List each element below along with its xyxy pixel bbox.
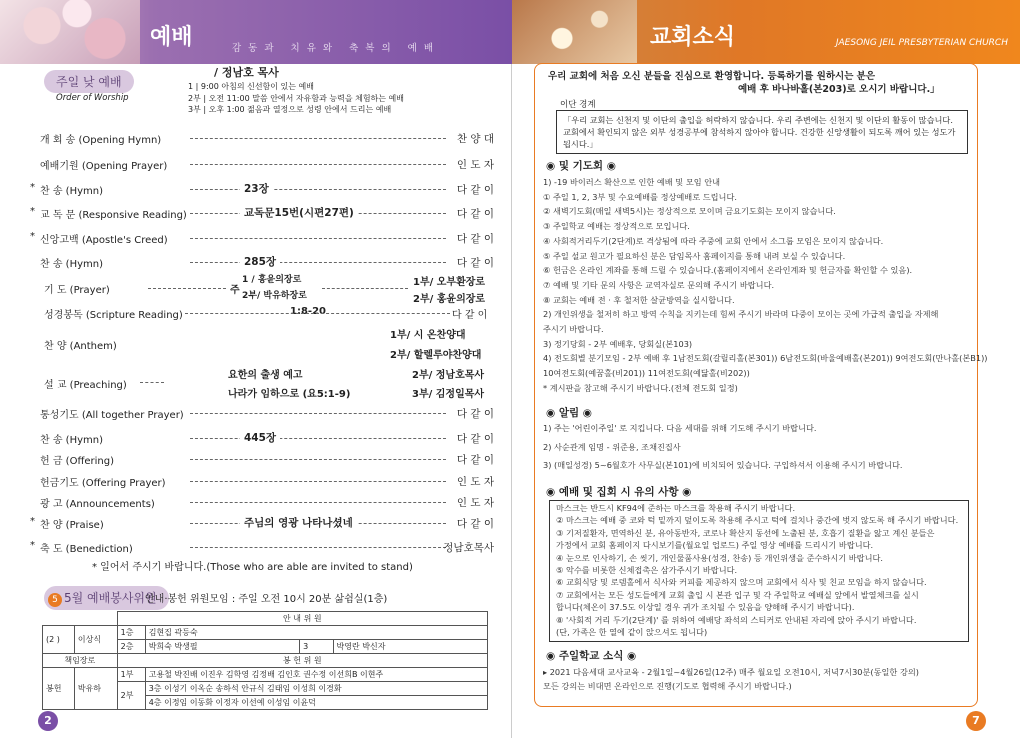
volunteer-meeting: 안내·봉헌 위원모임 : 주일 오전 10시 20분 삶쉼실(1층) — [145, 594, 388, 605]
leader-dots — [190, 495, 446, 503]
floor-1: 1층 — [117, 626, 145, 640]
leader-dots — [190, 131, 446, 139]
scripture-leader: 다 같 이 — [452, 310, 488, 321]
floor-3: 3 — [300, 640, 333, 654]
news-line: 3) 정기당회 - 2부 예배후, 당회실(본103) — [543, 338, 693, 349]
offer-2a-names: 이성기 이옥순 송하석 안규식 김태임 이성희 이경화 — [164, 684, 342, 693]
guide-col-a: (2 ) — [43, 626, 75, 654]
page-number-right: 7 — [966, 711, 986, 731]
order-item-leader: 다 같 이 — [456, 184, 494, 196]
news-line: ② 새벽기도회(매일 새벽5시)는 정상적으로 모이며 금요기도회는 모이지 않습니다. — [543, 206, 836, 217]
news-line: 10여전도회(예꿈홀(비201)) 11여전도회(예닮홀(비202)) — [543, 368, 750, 379]
floor-3-label: 3층 — [148, 684, 162, 693]
page-number-left: 2 — [38, 711, 58, 731]
month-badge: 5 — [48, 593, 62, 607]
volunteer-pill-label: 5월 예배봉사위원 — [64, 591, 157, 605]
news-line: ⑥ 헌금은 온라인 계좌를 통해 드릴 수 있습니다.(홈페이지에서 온라인계좌 및 헌금자를 확인할 수 있음). — [543, 265, 913, 276]
order-item-label: 축 도 (Benediction) — [40, 544, 133, 555]
order-item — [30, 182, 494, 198]
news-line: ③ 주일학교 예배는 정상적으로 모입니다. — [543, 221, 690, 232]
stand-marker: * — [30, 540, 35, 551]
section-school-title: ◉ 주일학교 소식 ◉ — [546, 650, 637, 662]
order-item-leader: 다 같 이 — [456, 454, 494, 466]
leader-dots — [190, 182, 446, 190]
news-line: 1) -19 바이러스 확산으로 인한 예배 및 모임 안내 — [543, 177, 721, 187]
news-line: 모든 강의는 비대면 온라인으로 진행(기도로 협력해 주시기 바랍니다.) — [543, 681, 792, 691]
order-item-content: 445장 — [240, 430, 280, 445]
news-line: ⑦ 예배 및 기타 문의 사항은 교역자실로 문의해 주시기 바랍니다. — [543, 279, 775, 290]
order-item — [30, 206, 494, 222]
guide-leader: 이상식 — [74, 626, 117, 654]
order-item-label: 교 독 문 (Responsive Reading) — [40, 210, 187, 221]
order-item-leader: 다 같 이 — [456, 257, 494, 269]
stand-marker: * — [30, 516, 35, 527]
warning-title: 이단 경계 — [560, 100, 596, 110]
section-notice-title: ◉ 알림 ◉ — [546, 407, 592, 419]
offer-label: 봉헌 — [43, 668, 75, 710]
news-line: ③ 기저질환자, 면역하신 분, 유아동반자, 코로나 확산지 동선에 노출된 분, 호흡기 질환을 앓고 계신 분들은 — [556, 527, 935, 538]
order-item-label: 예배기원 (Opening Prayer) — [40, 161, 168, 172]
offer-1-names: 고용철 박진배 이진우 김학영 김정배 김인호 권수정 이선희B 이현주 — [145, 668, 487, 682]
news-line: ⑤ 악수를 비롯한 신체접촉은 삼가주시기 바랍니다. — [556, 565, 738, 575]
service-2: 2부 — [117, 682, 145, 710]
order-item-leader: 다 같 이 — [456, 518, 494, 530]
order-item-leader: 다 같 이 — [456, 208, 494, 220]
order-item — [40, 255, 494, 271]
preacher: / 정남호 목사 — [214, 66, 279, 79]
leader-dots — [190, 157, 446, 165]
worship-pill: 주일 낮 예배 — [44, 70, 134, 93]
news-line: 마스크는 반드시 KF94에 준하는 마스크를 착용해 주시기 바랍니다. — [556, 503, 796, 513]
service-1: 1부 — [117, 668, 145, 682]
leader-dots — [190, 231, 446, 239]
guide-header: 안 내 위 원 — [117, 612, 487, 626]
news-line: ② 마스크는 예배 중 코와 턱 밑까지 덮이도록 착용해 주시고 턱에 걸치나 중간에 벗지 않도록 해 주시기 바랍니다. — [556, 515, 959, 526]
order-item-label: 찬 송 (Hymn) — [40, 259, 103, 270]
leader-dots — [190, 540, 446, 548]
elder-label: 책임장로 — [43, 654, 118, 668]
order-item-leader: 정남호목사 — [443, 542, 494, 554]
service-times — [188, 81, 404, 116]
news-line: 1) 주는 '어린이주일' 로 지킵니다. 다음 세대를 위해 기도해 주시기 바랍니다. — [543, 423, 817, 433]
warning-box: 「우리 교회는 신천지 및 이단의 출입을 허락하지 않습니다. 우리 주변에는 신천지 및 이단의 활동이 많습니다. 교회에서 확인되지 않은 외부 성경공부에 참석하지 않아야 합니다. 건강한 신앙생활이 되도록 깨어 있는 성도가 됩시다.」 — [556, 110, 968, 154]
leader-dots — [190, 255, 446, 263]
anthem-end-2: 2부/ 할렐루야찬양대 — [390, 350, 482, 361]
prayer-label: 기 도 (Prayer) — [44, 285, 110, 296]
page-divider — [511, 64, 512, 738]
leader-dots — [190, 431, 446, 439]
guide-floor1-names: 김현집 곽등숙 — [145, 626, 487, 640]
leader-dots — [185, 313, 450, 314]
section-caution-title: ◉ 예배 및 집회 시 유의 사항 ◉ — [546, 486, 692, 498]
header-photo — [512, 0, 637, 64]
guide-floor3-names: 박영란 박신자 — [333, 640, 487, 654]
order-item-leader: 인 도 자 — [456, 476, 494, 488]
service-time-line: 2부 | 오전 11:00 말씀 안에서 자유함과 능력을 체험하는 예배 — [188, 93, 405, 103]
order-item-label: 헌 금 (Offering) — [40, 456, 114, 467]
news-line: ④ 눈으로 인사하기, 손 씻기, 개인물품사용(성경, 찬송) 등 개인위생을 준수하시기 바랍니다. — [556, 552, 883, 563]
right-header-subtitle: JAESONG JEIL PRESBYTERIAN CHURCH — [835, 38, 1008, 48]
news-line: 가정에서 교회 홈페이지 다시보기를(월요일 업로드) 주일 영상 예배를 드리시기 바랍니다. — [556, 540, 874, 551]
order-item-leader: 인 도 자 — [456, 159, 494, 171]
news-line: 합니다(체온이 37.5도 이상일 경우 귀가 조치될 수 있음을 양해해 주시기 바랍니다). — [556, 602, 855, 613]
preacher-2: 3부/ 김정일목사 — [412, 389, 485, 400]
order-item-content: 23장 — [240, 181, 273, 196]
offer-2b-names: 이정임 이동화 이정자 이선예 이성임 이윤덕 — [164, 698, 316, 707]
floor-2: 2층 — [117, 640, 145, 654]
leader-dots — [190, 474, 446, 482]
anthem-end-1: 1부/ 시 온찬양대 — [390, 330, 466, 341]
order-item-label: 개 회 송 (Opening Hymn) — [40, 135, 162, 146]
prayer-center-2: 2부/ 박유하장로 — [242, 291, 307, 301]
news-line: ④ 사회적거리두기(2단계)로 격상됨에 따라 주중에 교회 안에서 소그룹 모임은 모이지 않습니다. — [543, 235, 884, 246]
order-item — [40, 495, 494, 511]
stand-note: * 일어서 주시기 바랍니다.(Those who are able are invited to stand) — [92, 562, 413, 573]
floor-4-label: 4층 — [148, 698, 162, 707]
news-line: ⑥ 교회식당 및 로뎀홀에서 식사와 커피를 제공하지 않으며 교회에서 식사 및 친교 모임을 하지 않습니다. — [556, 577, 927, 588]
news-line: ⑧ '사회적 거리 두기(2단계)' 를 위하여 예배당 좌석의 스티커로 안내된 자리에 앉아 주시기 바랍니다. — [556, 614, 917, 625]
order-item-content: 교독문15번(시편27편) — [240, 205, 358, 220]
service-time-line: 1 | 9:00 아침의 신선함이 있는 예배 — [188, 82, 315, 91]
news-line: ⑤ 주일 설교 원고가 필요하신 분은 담임목사 홈페이지를 통해 내려 보실 수 있습니다. — [543, 250, 846, 261]
order-item-label: 신앙고백 (Apostle's Creed) — [40, 235, 168, 246]
flower-image — [0, 0, 140, 64]
service-time-line: 3부 | 오후 1:00 젊음과 열정으로 성령 안에서 드리는 예배 — [188, 105, 392, 114]
order-item-leader: 다 같 이 — [456, 408, 494, 420]
welcome-line-2: 예배 후 바나바홀(본203)로 오시기 바랍니다.」 — [738, 84, 940, 95]
order-item-label: 찬 양 (Praise) — [40, 520, 104, 531]
worship-caption: Order of Worship — [56, 93, 129, 103]
leader-dots — [322, 288, 408, 289]
scripture-label: 성경봉독 (Scripture Reading) — [44, 310, 183, 321]
order-item — [30, 540, 494, 556]
preacher-1: 2부/ 정남호목사 — [412, 370, 485, 381]
prayer-end-2: 2부/ 홍윤의장로 — [413, 294, 486, 305]
sermon-title: 요한의 출생 예고 — [228, 370, 303, 381]
news-line: 4) 전도회별 분기모임 - 2부 예배 후 1남전도회(갈릴리홀(본301)) 6남전도회(바울예배홀(본201)) 9여전도회(만나홀(본B1)) — [543, 353, 988, 364]
leader-dots — [190, 406, 446, 414]
right-header-banner — [512, 0, 1020, 64]
order-item-leader: 다 같 이 — [456, 433, 494, 445]
prayer-center-1: 1 / 홍윤의장로 — [242, 275, 302, 285]
order-item-label: 찬 송 (Hymn) — [40, 186, 103, 197]
order-item — [40, 157, 494, 173]
left-header-subtitle: 감동과 치유와 축복의 예배 — [232, 43, 441, 54]
stand-marker: * — [30, 182, 35, 193]
order-item — [30, 516, 494, 532]
sermon-passage: 나라가 임하으로 (요5:1-9) — [228, 389, 351, 400]
stand-marker: * — [30, 206, 35, 217]
order-item — [30, 231, 494, 247]
welcome-line-1: 우리 교회에 처음 오신 분들을 진심으로 환영합니다. 등록하기를 원하시는 분은 — [548, 71, 876, 82]
guide-floor2-names: 박희숙 박생필 — [145, 640, 299, 654]
preaching-label: 설 교 (Preaching) — [44, 380, 127, 391]
order-item — [40, 406, 494, 422]
news-line: 3) (매일성경) 5~6월호가 사무실(본101)에 비치되어 있습니다. 구입하셔서 이용해 주시기 바랍니다. — [543, 460, 903, 470]
news-line: 2) 사순관계 임명 - 위준용, 조채진집사 — [543, 441, 681, 452]
news-line: ① 주일 1, 2, 3부 및 수요예배를 정상예배로 드립니다. — [543, 191, 737, 202]
order-item-leader: 인 도 자 — [456, 497, 494, 509]
order-item-content: 주님의 영광 나타나셨네 — [240, 515, 357, 530]
leader-dots — [148, 288, 226, 289]
anthem-label: 찬 양 (Anthem) — [44, 341, 117, 352]
news-line: 2) 개인위생을 철저히 하고 방역 수칙을 지키는데 힘써 주시기 바라며 다중이 모이는 곳에 가급적 출입을 자제해 — [543, 309, 939, 320]
news-line: (단, 가족은 한 열에 같이 앉으셔도 됩니다) — [556, 627, 708, 637]
order-item-label: 광 고 (Announcements) — [40, 499, 155, 510]
order-item-label: 찬 송 (Hymn) — [40, 435, 103, 446]
offer-header: 봉 헌 위 원 — [117, 654, 487, 668]
order-item-leader: 다 같 이 — [456, 233, 494, 245]
order-item — [40, 452, 494, 468]
section-worship-title: ◉ 및 기도회 ◉ — [546, 160, 616, 172]
news-line: ▸ 2021 다음세대 교사교육 - 2월1일~4월26일(12주) 매주 월요일 오전10시, 저녁7시30분(동일한 강의) — [543, 667, 919, 677]
prayer-end-1: 1부/ 오부환장로 — [413, 277, 486, 288]
stand-marker: * — [30, 231, 35, 242]
order-item — [40, 431, 494, 447]
scripture-passage: 1:8-20 — [290, 306, 326, 317]
leader-dots — [140, 382, 164, 383]
news-line: * 계시판을 참고해 주시기 바랍니다.(전체 전도회 일정) — [543, 382, 738, 393]
order-item-label: 통성기도 (All together Prayer) — [40, 410, 184, 421]
leader-dots — [190, 452, 446, 460]
order-item-leader: 찬 양 대 — [456, 133, 494, 145]
order-item-content: 285장 — [240, 254, 280, 269]
news-line: ⑧ 교회는 예배 전 · 후 철저한 살균방역을 실시합니다. — [543, 294, 735, 305]
order-item — [40, 131, 494, 147]
prayer-ju: 주 — [230, 285, 240, 296]
news-line: ⑦ 교회에서는 모든 성도들에게 교회 출입 시 본관 입구 및 각 주일학교 예배실 앞에서 발열체크를 실시 — [556, 589, 919, 600]
left-header-banner — [0, 0, 512, 64]
order-item-label: 헌금기도 (Offering Prayer) — [40, 478, 166, 489]
news-line: 주시기 바랍니다. — [543, 324, 604, 334]
order-item — [40, 474, 494, 490]
volunteer-table — [42, 611, 488, 710]
left-header-title: 예배 — [150, 25, 193, 50]
right-header-title: 교회소식 — [650, 25, 736, 50]
offer-elder: 박유하 — [74, 668, 117, 710]
